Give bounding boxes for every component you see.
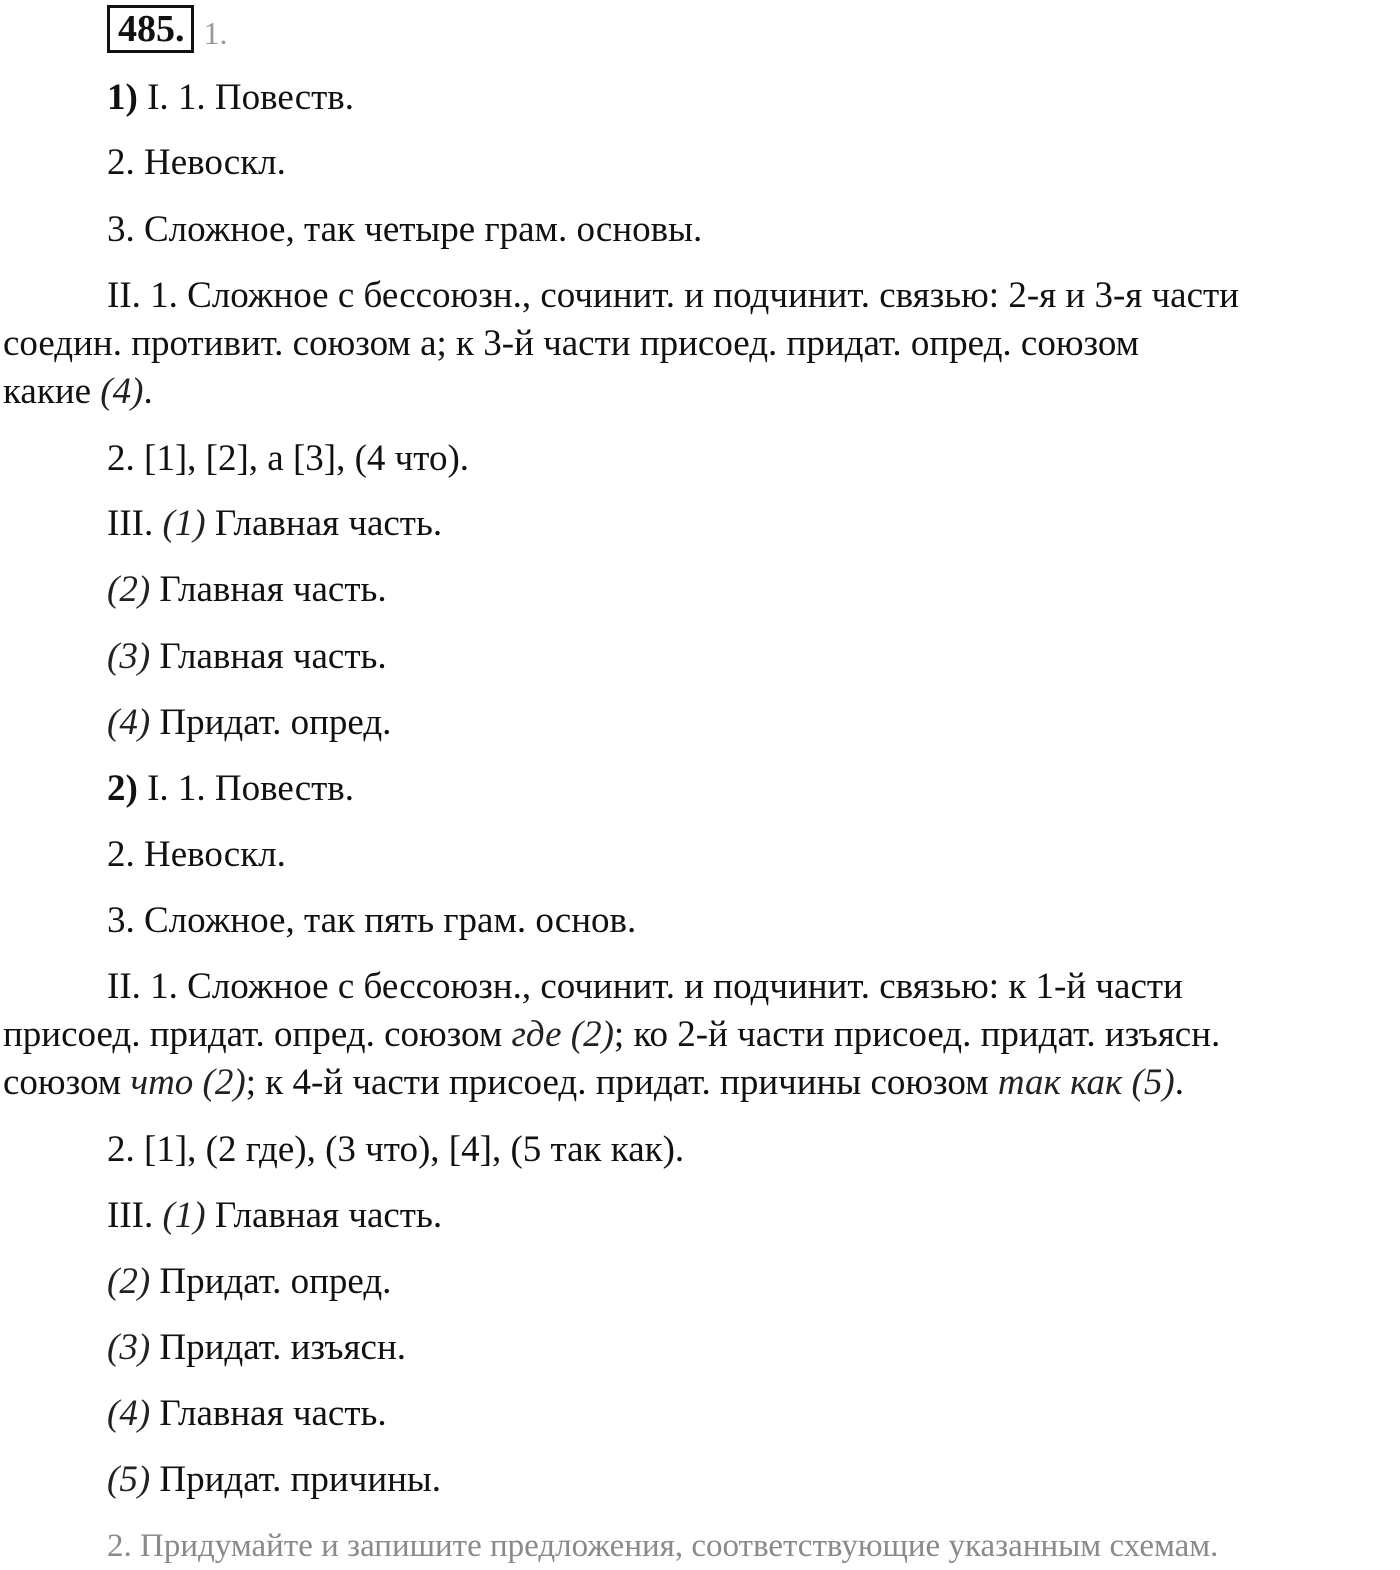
p2-line-iii5 [0, 1456, 1400, 1504]
p1-line-ii1-c [0, 368, 1400, 416]
p1-line-iii2 [0, 566, 1400, 614]
p2-iii4-num: (4) [107, 1393, 151, 1434]
p2-iii2-num: (2) [107, 1261, 151, 1302]
p2-ii1-b-2: ; ко 2-й части присоед. придат. изъясн. [613, 1014, 1221, 1055]
p1-ii1-c-italic: (4) [100, 371, 144, 412]
p1-line-iii1 [0, 500, 1400, 548]
p2-ii1-c-italic1: что (2) [130, 1062, 246, 1103]
p1-line-ii1-a: II. 1. Сложное с бессоюзн., сочинит. и подчинит. связью: 2-я и 3-я части [107, 275, 1239, 316]
p1-iii1-text: Главная часть. [205, 503, 443, 544]
p1-line-iii3 [0, 633, 1400, 681]
p2-iii3-text: Придат. изъясн. [150, 1327, 407, 1368]
p2-line-ii1-c [0, 1059, 1400, 1107]
p1-ii1-c-end: . [143, 371, 153, 412]
p2-label: 2) [107, 768, 138, 809]
p1-iii3-text: Главная часть. [150, 636, 387, 677]
p1-line-iii4 [0, 699, 1400, 747]
p1-line-i1 [0, 74, 1400, 122]
p2-i1-text: I. 1. Повеств. [137, 768, 355, 809]
p1-line-ii1-b: соедин. противит. союзом а; к 3-й части присоед. придат. опред. союзом [3, 323, 1140, 364]
p2-line-iii1 [0, 1192, 1400, 1240]
p2-iii3-num: (3) [107, 1327, 151, 1368]
p2-iii-prefix: III. [107, 1195, 163, 1236]
exercise-number: 485. [107, 5, 194, 53]
p1-iii4-text: Придат. опред. [150, 702, 392, 743]
p2-iii1-num: (1) [162, 1195, 206, 1236]
p2-line-iii4 [0, 1390, 1400, 1438]
p2-iii5-num: (5) [107, 1459, 151, 1500]
p2-line-iii2 [0, 1258, 1400, 1306]
task-2-prompt: 2. Придумайте и запишите предложения, соответствующие указанным схемам. [107, 1528, 1219, 1564]
p2-iii4-text: Главная часть. [150, 1393, 387, 1434]
p2-ii1-c-italic2: так как (5) [997, 1062, 1175, 1103]
p2-line-ii1-b [0, 1011, 1400, 1059]
p2-ii1-c-3: . [1174, 1062, 1184, 1103]
p1-line-i2: 2. Невоскл. [107, 142, 286, 183]
p2-iii2-text: Придат. опред. [150, 1261, 392, 1302]
p2-ii1-b-italic: где (2) [511, 1014, 614, 1055]
p1-iii4-num: (4) [107, 702, 151, 743]
p1-line-ii2: 2. [1], [2], а [3], (4 что). [107, 438, 470, 479]
p1-line-i3: 3. Сложное, так четыре грам. основы. [107, 209, 703, 250]
p2-line-i3: 3. Сложное, так пять грам. основ. [107, 900, 637, 941]
p1-iii2-text: Главная часть. [150, 569, 387, 610]
exercise-header [107, 4, 228, 54]
p2-ii1-c-1: союзом [3, 1062, 131, 1103]
p1-iii2-num: (2) [107, 569, 151, 610]
p2-line-i2: 2. Невоскл. [107, 834, 286, 875]
p1-iii-prefix: III. [107, 503, 163, 544]
p1-iii1-num: (1) [162, 503, 206, 544]
p2-line-iii3 [0, 1324, 1400, 1372]
task-number: 1. [203, 14, 228, 51]
p2-line-ii2: 2. [1], (2 где), (3 что), [4], (5 так как). [107, 1129, 685, 1170]
p2-line-ii1-a: II. 1. Сложное с бессоюзн., сочинит. и подчинит. связью: к 1-й части [107, 966, 1183, 1007]
p2-iii1-text: Главная часть. [205, 1195, 443, 1236]
p1-label: 1) [107, 77, 138, 118]
p1-iii3-num: (3) [107, 636, 151, 677]
p2-iii5-text: Придат. причины. [150, 1459, 442, 1500]
p2-ii1-b-1: присоед. придат. опред. союзом [3, 1014, 512, 1055]
p2-ii1-c-2: ; к 4-й части присоед. придат. причины союзом [245, 1062, 998, 1103]
p1-i1-text: I. 1. Повеств. [137, 77, 355, 118]
p2-line-i1 [0, 765, 1400, 813]
p1-ii1-c-text: какие [3, 371, 101, 412]
